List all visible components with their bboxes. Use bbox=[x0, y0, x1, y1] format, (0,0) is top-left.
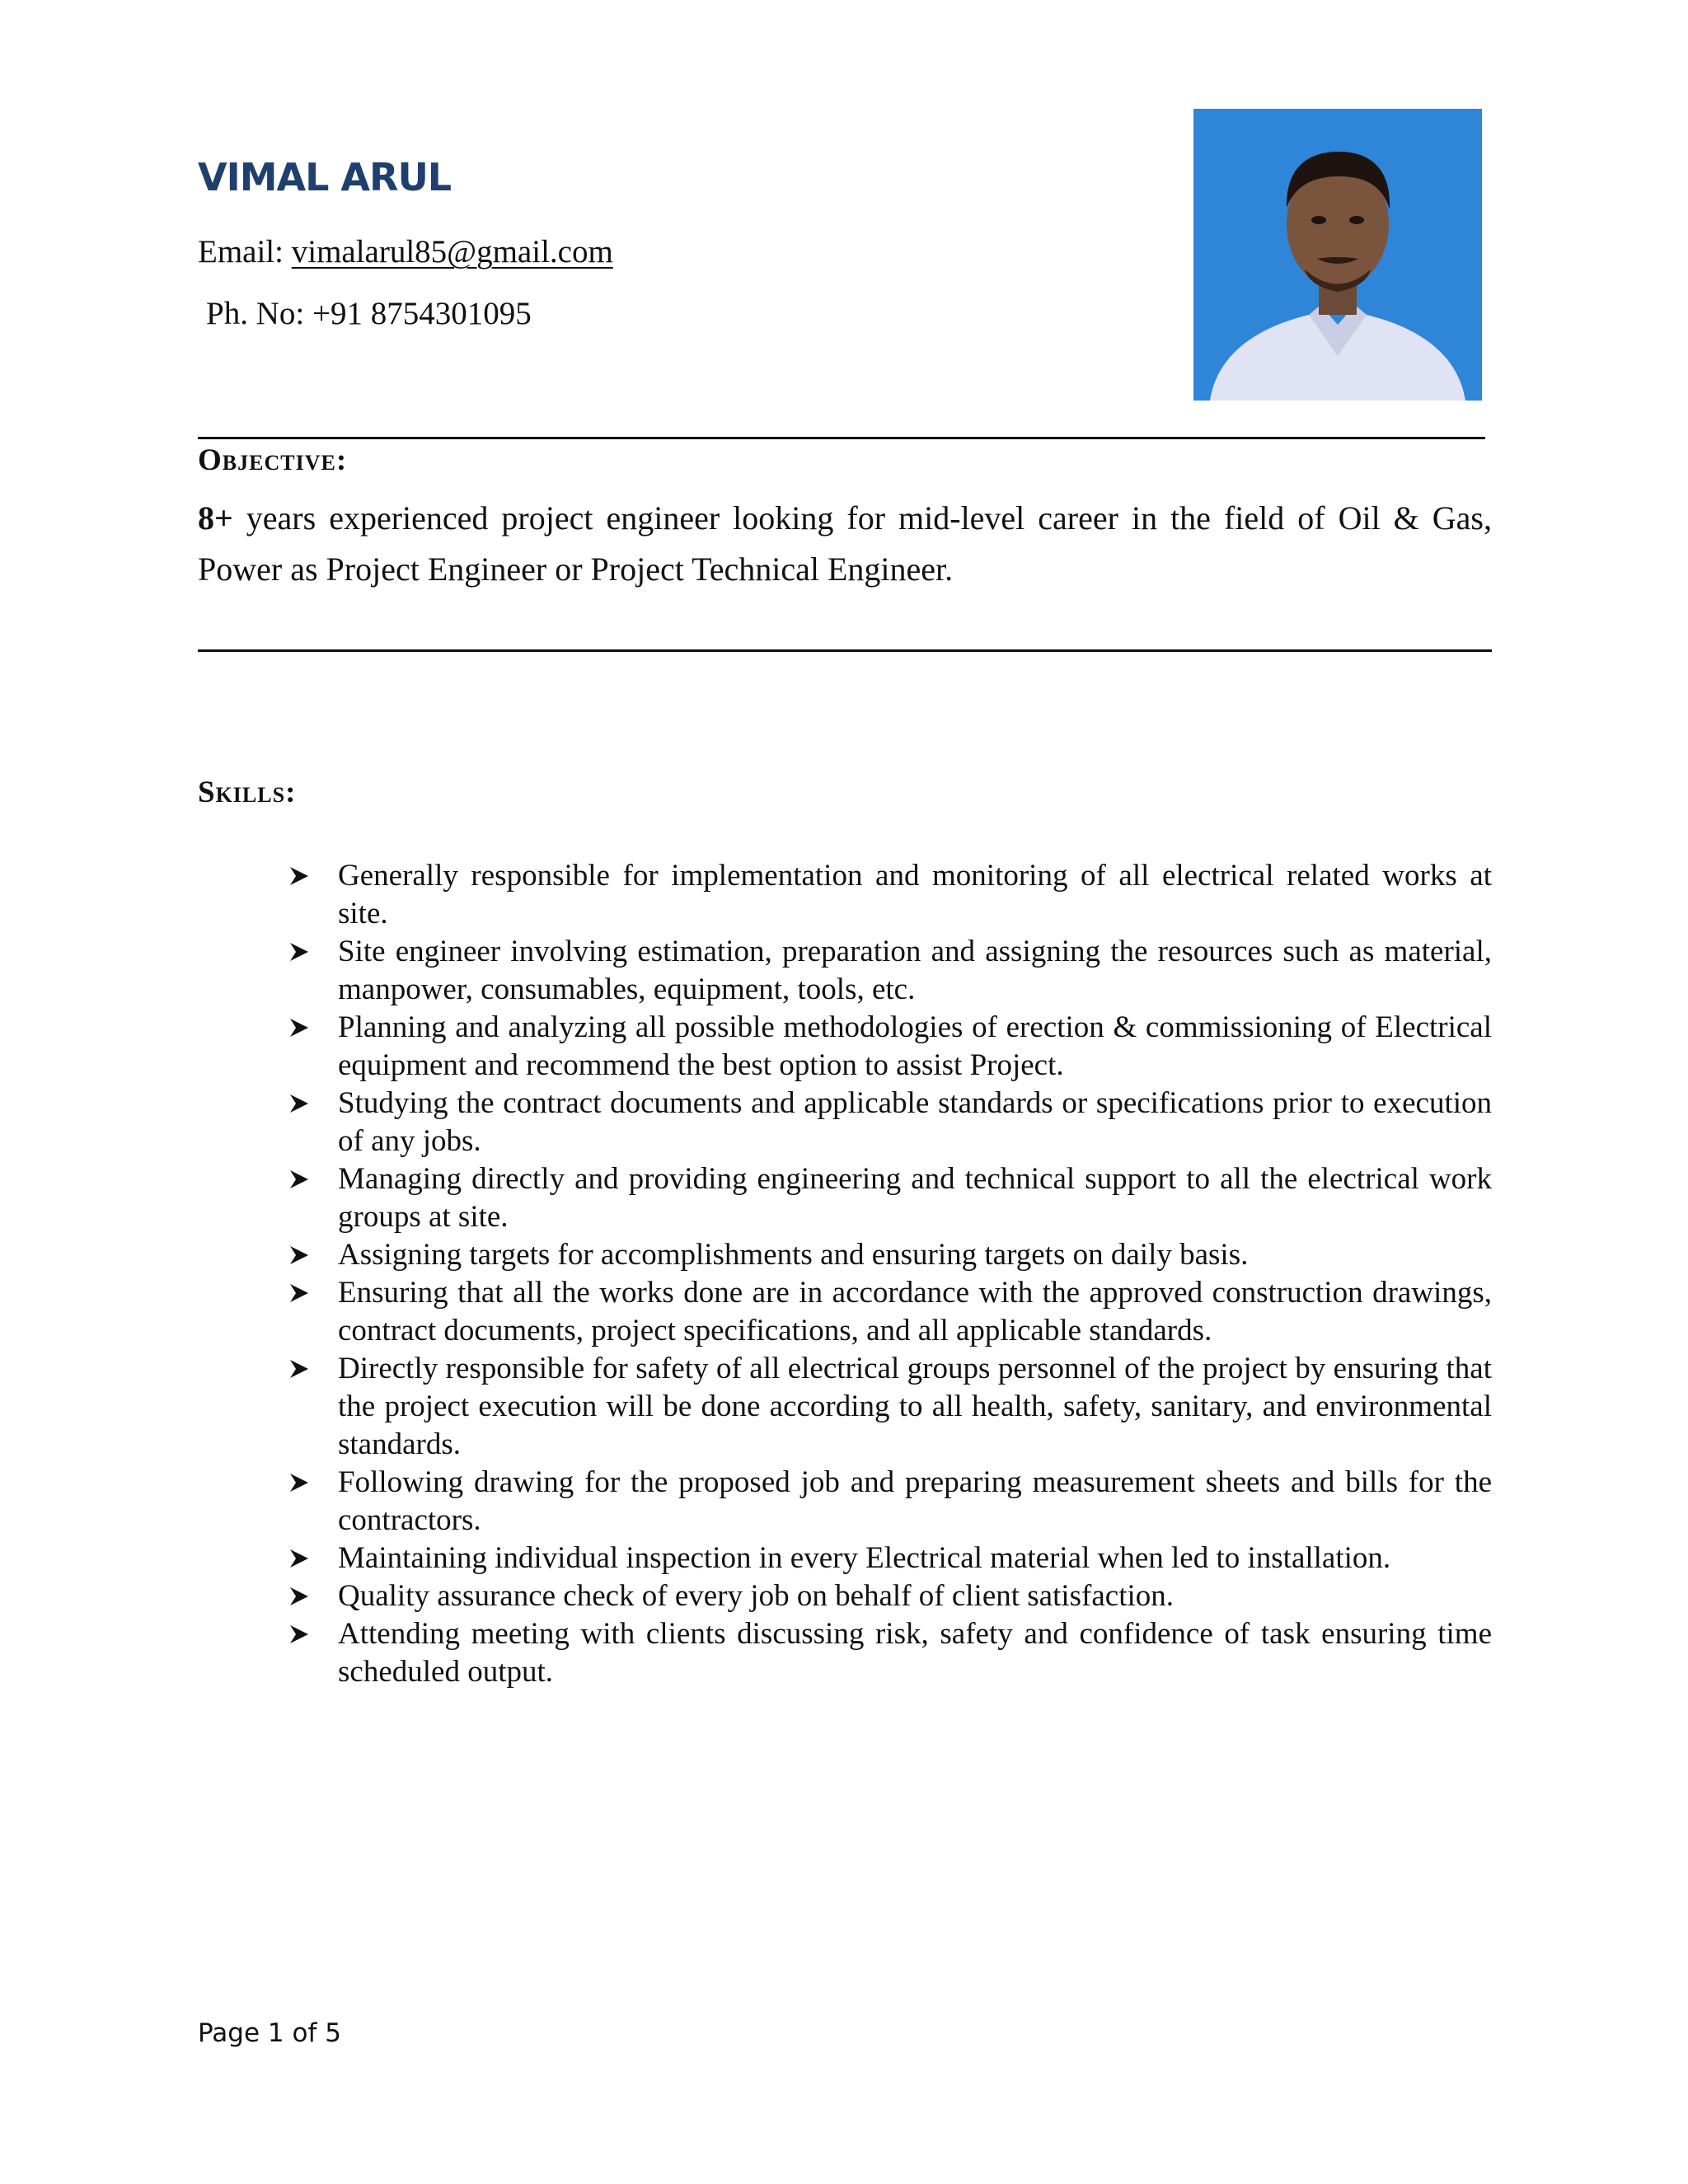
skill-item bbox=[288, 1009, 1492, 1085]
objective-years: 8+ bbox=[198, 499, 233, 537]
profile-photo bbox=[1193, 109, 1482, 401]
skill-item bbox=[288, 1274, 1492, 1350]
skill-item bbox=[288, 857, 1492, 933]
skill-text: Following drawing for the proposed job and preparing measurement sheets and bills for the contractors. bbox=[338, 1465, 1492, 1537]
page-number: Page 1 of 5 bbox=[198, 2018, 341, 2048]
skill-text: Studying the contract documents and applicable standards or specifications prior to execution of any jobs. bbox=[338, 1086, 1492, 1158]
skill-text: Directly responsible for safety of all electrical groups personnel of the project by ensuring that the project execution will be done according to all health, safety, sanitary, and environmental standards. bbox=[338, 1352, 1492, 1461]
arrowhead-bullet-icon bbox=[288, 1274, 313, 1312]
arrowhead-bullet-icon bbox=[288, 1540, 313, 1577]
phone-number: +91 8754301095 bbox=[312, 296, 532, 331]
profile-photo-illustration bbox=[1193, 109, 1482, 401]
arrowhead-bullet-icon bbox=[288, 1009, 313, 1047]
skill-item bbox=[288, 1577, 1492, 1615]
email-line bbox=[198, 236, 613, 268]
email-label: Email: bbox=[198, 234, 292, 269]
arrowhead-bullet-icon bbox=[288, 1160, 313, 1198]
arrowhead-bullet-icon bbox=[288, 1464, 313, 1502]
skill-text: Planning and analyzing all possible methodologies of erection & commissioning of Electrical equipment and recommend the best option to assist Project. bbox=[338, 1010, 1492, 1082]
header-divider bbox=[198, 437, 1485, 439]
arrowhead-bullet-icon bbox=[288, 857, 313, 895]
arrowhead-bullet-icon bbox=[288, 1350, 313, 1388]
skills-list bbox=[288, 857, 1492, 1691]
candidate-name: VIMAL ARUL bbox=[198, 155, 452, 199]
skill-item bbox=[288, 1464, 1492, 1540]
phone-line bbox=[206, 298, 532, 330]
skill-item bbox=[288, 1236, 1492, 1274]
skill-text: Site engineer involving estimation, preparation and assigning the resources such as material, manpower, consumables, equipment, tools, etc. bbox=[338, 935, 1492, 1006]
skill-item bbox=[288, 1160, 1492, 1236]
skill-item bbox=[288, 1350, 1492, 1464]
skill-text: Generally responsible for implementation and monitoring of all electrical related works at site. bbox=[338, 859, 1492, 930]
objective-heading: Objective: bbox=[198, 443, 348, 477]
objective-paragraph bbox=[198, 493, 1492, 595]
skill-text: Maintaining individual inspection in every Electrical material when led to installation. bbox=[338, 1541, 1391, 1575]
skill-text: Ensuring that all the works done are in accordance with the approved construction drawings, contract documents, project specifications, and all applicable standards. bbox=[338, 1276, 1492, 1347]
skill-item bbox=[288, 933, 1492, 1009]
skill-item bbox=[288, 1540, 1492, 1577]
arrowhead-bullet-icon bbox=[288, 1577, 313, 1615]
phone-label: Ph. No: bbox=[206, 296, 312, 331]
arrowhead-bullet-icon bbox=[288, 1085, 313, 1122]
arrowhead-bullet-icon bbox=[288, 1236, 313, 1274]
skill-text: Managing directly and providing engineering and technical support to all the electrical work groups at site. bbox=[338, 1162, 1492, 1234]
skill-item bbox=[288, 1085, 1492, 1160]
skill-text: Assigning targets for accomplishments and ensuring targets on daily basis. bbox=[338, 1238, 1249, 1272]
skill-text: Attending meeting with clients discussing risk, safety and confidence of task ensuring time scheduled output. bbox=[338, 1617, 1492, 1689]
objective-body: years experienced project engineer looking for mid-level career in the field of Oil & Gas, Power as Project Engineer or Project Technical Engineer. bbox=[198, 499, 1492, 588]
skill-text: Quality assurance check of every job on behalf of client satisfaction. bbox=[338, 1579, 1175, 1613]
email-link[interactable]: vimalarul85@gmail.com bbox=[291, 234, 613, 269]
objective-divider bbox=[198, 649, 1492, 652]
arrowhead-bullet-icon bbox=[288, 933, 313, 971]
arrowhead-bullet-icon bbox=[288, 1615, 313, 1653]
skills-heading: Skills: bbox=[198, 776, 297, 809]
skill-item bbox=[288, 1615, 1492, 1691]
